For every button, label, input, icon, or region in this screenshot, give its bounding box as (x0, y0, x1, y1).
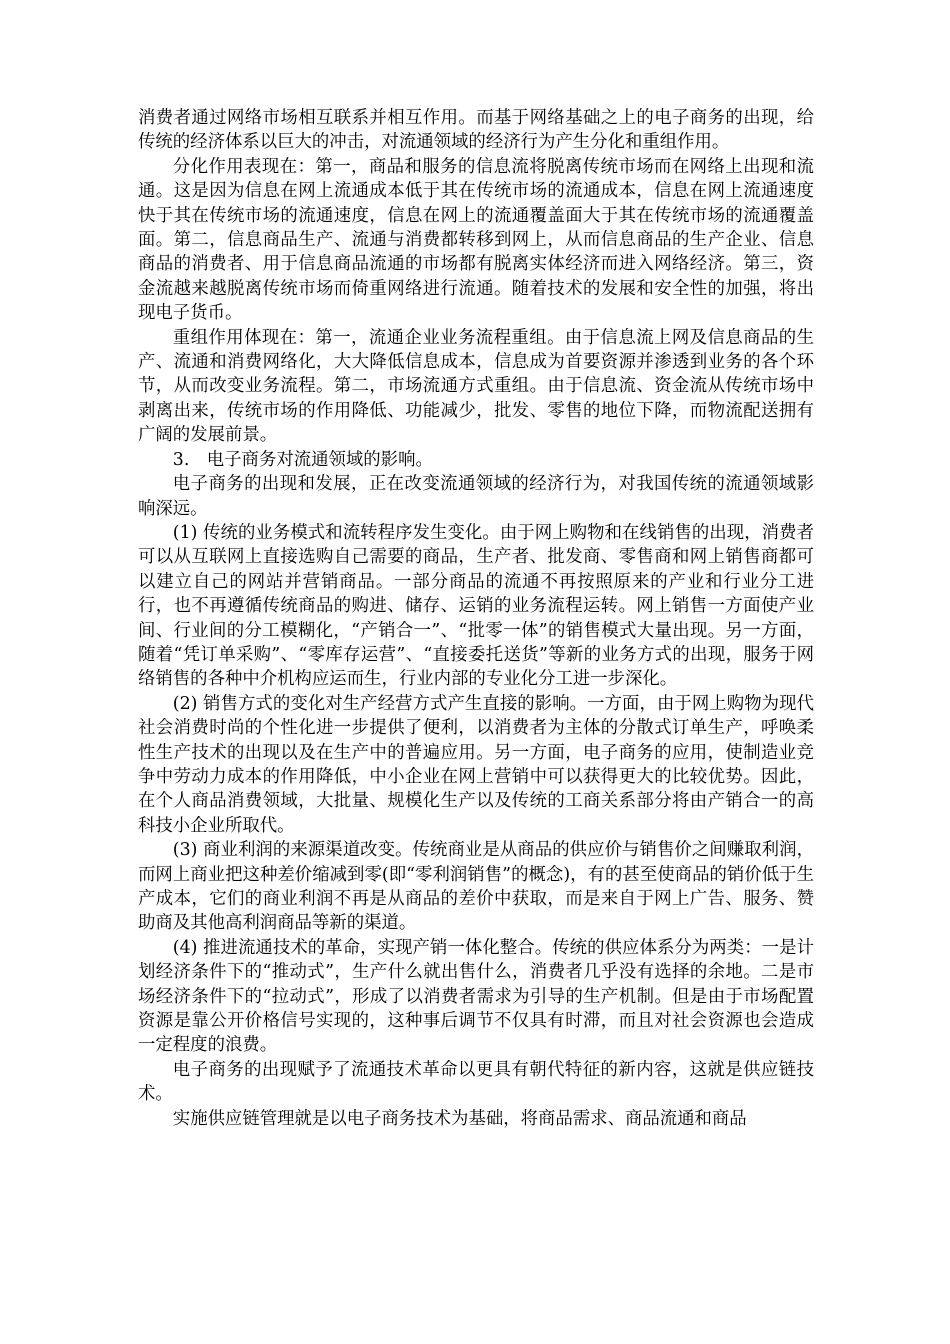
paragraph-9: 电子商务的出现赋予了流通技术革命以更具有朝代特征的新内容，这就是供应链技术。 (138, 1059, 814, 1105)
document-page (138, 106, 814, 1131)
paragraph-7: (3) 商业利润的来源渠道改变。传统商业是从商品的供应价与销售价之间赚取利润，而网上商业把这种差价缩减到零(即“零利润销售”的概念)，有的甚至使商品的销价低于生产成本，它们的商业利润不再是从商品的差价中获取，而是来自于网上广告、服务、赞助商及其他高利润商品等新的渠道。 (138, 840, 814, 934)
paragraph-1: 消费者通过网络市场相互联系并相互作用。而基于网络基础之上的电子商务的出现，给传统的经济体系以巨大的冲击，对流通领域的经济行为产生分化和重组作用。 (138, 108, 814, 153)
paragraph-2: 分化作用表现在：第一，商品和服务的信息流将脱离传统市场而在网络上出现和流通。这是因为信息在网上流通成本低于其在传统市场的流通成本，信息在网上流通速度快于其在传统市场的流通速度，信息在网上的流通覆盖面大于其在传统市场的流通覆盖面。第二，信息商品生产、流通与消费都转移到网上，从而信息商品的生产企业、信息商品的消费者、用于信息商品流通的市场都有脱离实体经济而进入网络经济。第三，资金流越来越脱离传统市场而倚重网络进行流通。随着技术的发展和安全性的加强，将出现电子货币。 (138, 156, 814, 324)
paragraph-6: (2) 销售方式的变化对生产经营方式产生直接的影响。一方面，由于网上购物为现代社会消费时尚的个性化进一步提供了便利，以消费者为主体的分散式订单生产，呼唤柔性生产技术的出现以及在生产中的普遍应用。另一方面，电子商务的应用，使制造业竞争中劳动力成本的作用降低，中小企业在网上营销中可以获得更大的比较优势。因此，在个人商品消费领域，大批量、规模化生产以及传统的工商关系部分将由产销合一的高科技小企业所取代。 (138, 693, 814, 836)
section-heading: 3. 电子商务对流通领域的影响。 (172, 449, 433, 470)
paragraph-4: 电子商务的出现和发展，正在改变流通领域的经济行为，对我国传统的流通领域影响深远。 (138, 474, 814, 519)
paragraph-10: 实施供应链管理就是以电子商务技术为基础，将商品需求、商品流通和商品 (172, 1108, 747, 1129)
paragraph-3: 重组作用体现在：第一，流通企业业务流程重组。由于信息流上网及信息商品的生产、流通和消费网络化，大大降低信息成本，信息成为首要资源并渗透到业务的各个环节，从而改变业务流程。第二，市场流通方式重组。由于信息流、资金流从传统市场中剥离出来，传统市场的作用降低、功能减少，批发、零售的地位下降，而物流配送拥有广阔的发展前景。 (138, 327, 814, 446)
paragraph-5: (1) 传统的业务模式和流转程序发生变化。由于网上购物和在线销售的出现，消费者可以从互联网上直接选购自己需要的商品，生产者、批发商、零售商和网上销售商都可以建立自己的网站并营销商品。一部分商品的流通不再按照原来的产业和行业分工进行，也不再遵循传统商品的购进、储存、运销的业务流程运转。网上销售一方面使产业间、行业间的分工模糊化，“产销合一”、“批零一体”的销售模式大量出现。另一方面，随着“凭订单采购”、“零库存运营”、“直接委托送货”等新的业务方式的出现，服务于网络销售的各种中介机构应运而生，行业内部的专业化分工进一步深化。 (138, 522, 814, 690)
paragraph-8: (4) 推进流通技术的革命，实现产销一体化整合。传统的供应体系分为两类：一是计划经济条件下的“推动式”，生产什么就出售什么，消费者几乎没有选择的余地。二是市场经济条件下的“拉动式”，形成了以消费者需求为引导的生产机制。但是由于市场配置资源是靠公开价格信号实现的，这种事后调节不仅具有时滞，而且对社会资源也会造成一定程度的浪费。 (138, 937, 814, 1056)
